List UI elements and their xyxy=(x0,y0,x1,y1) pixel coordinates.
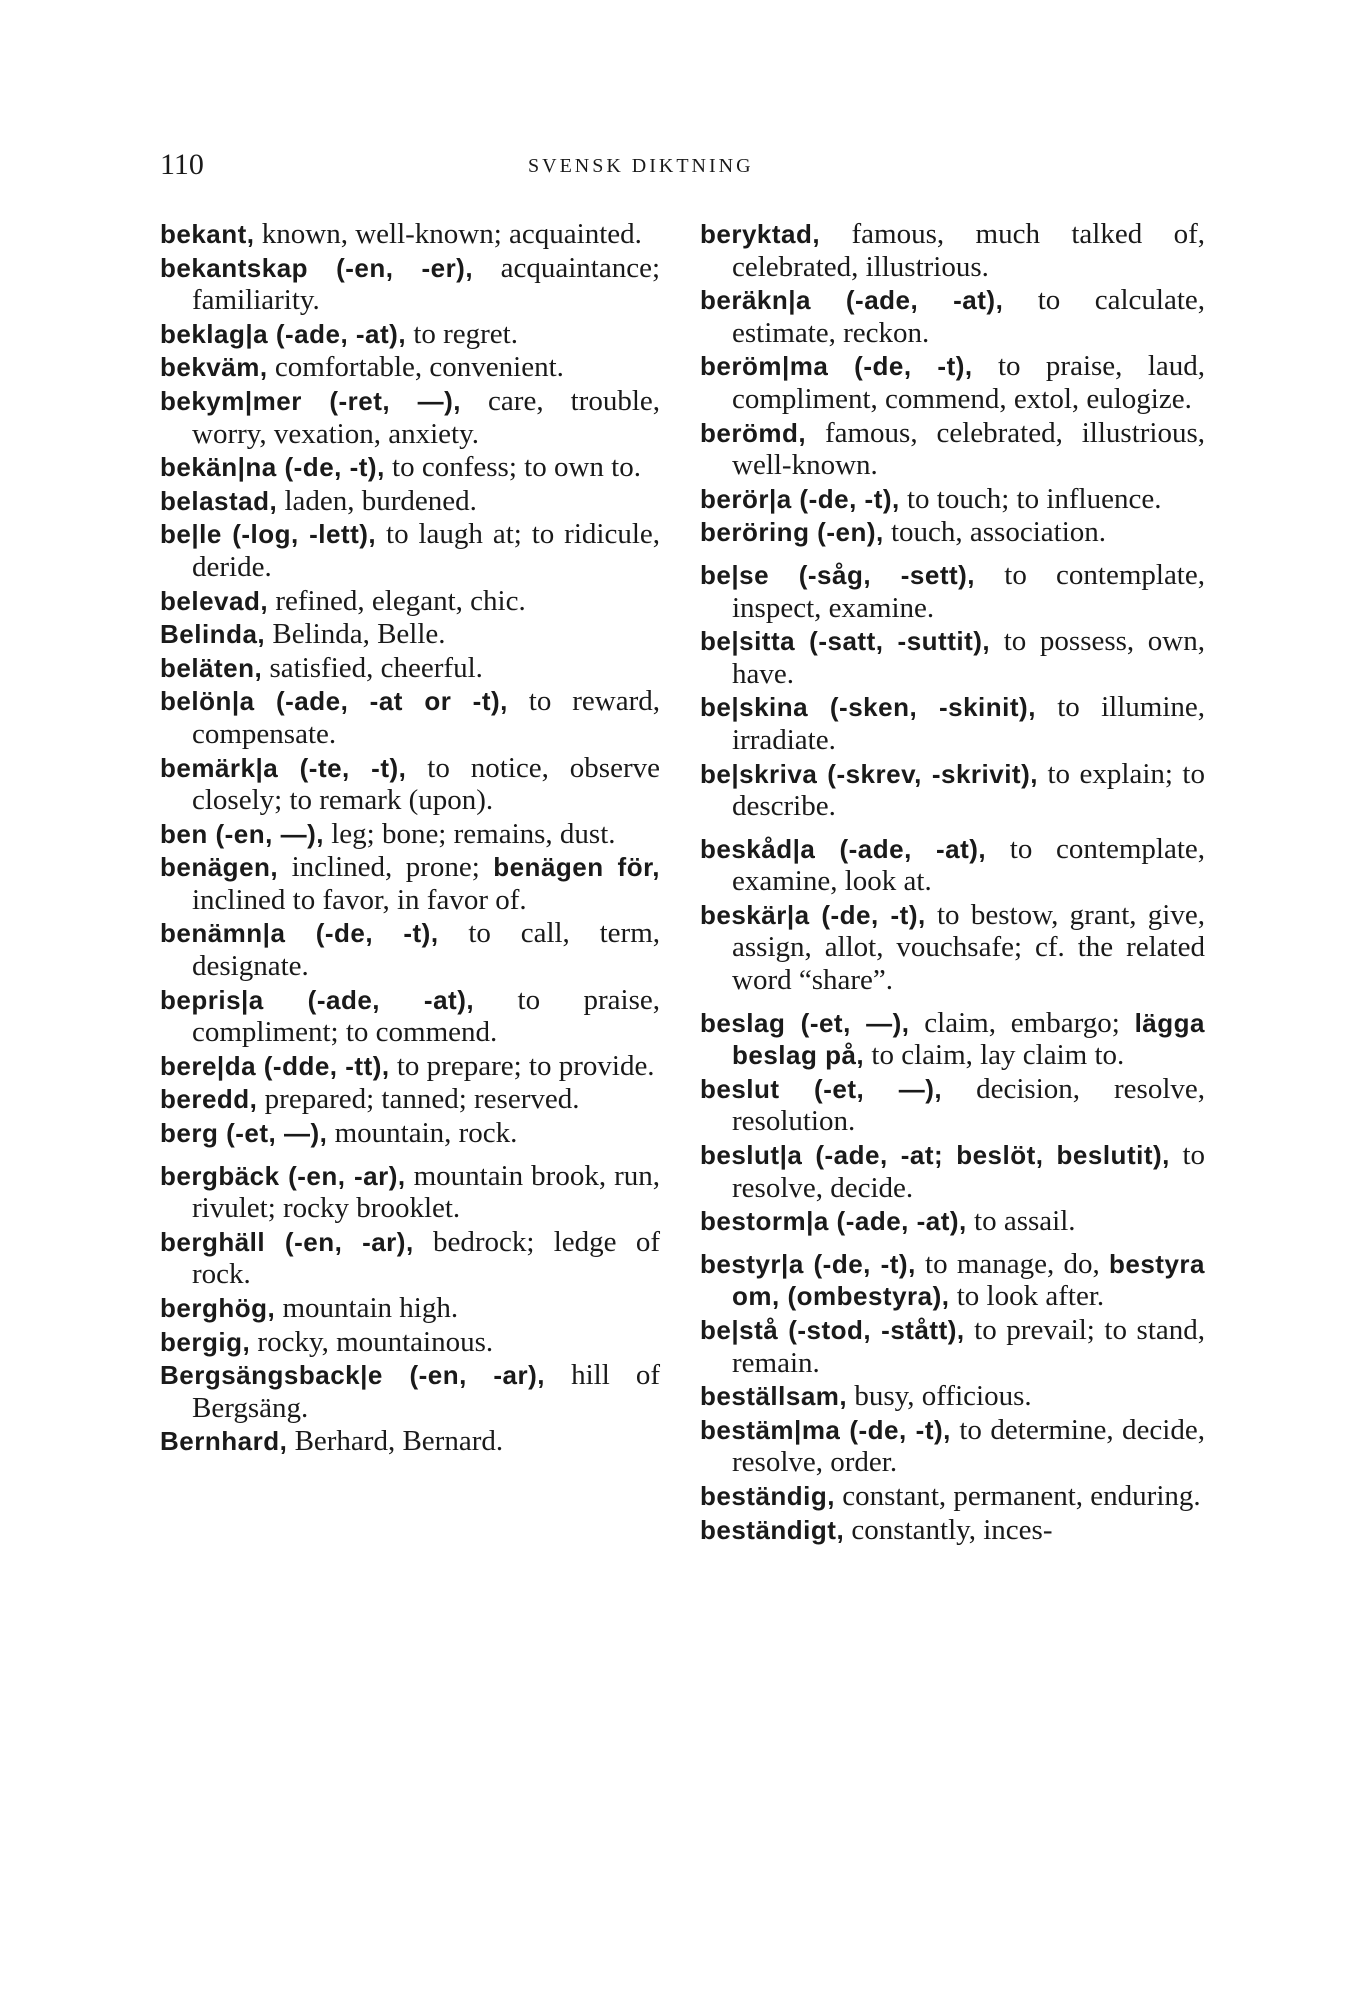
dictionary-entry xyxy=(700,1514,1205,1547)
headword: be|se xyxy=(700,559,770,590)
dictionary-entry xyxy=(700,559,1205,624)
running-title: SVENSK DIKTNING xyxy=(528,155,754,177)
dictionary-entry xyxy=(700,899,1205,997)
dictionary-entry xyxy=(160,1226,660,1291)
headword: bekväm, xyxy=(160,352,268,383)
definition: to resolve, decide. xyxy=(732,1139,1205,1204)
definition: claim, embargo; xyxy=(909,1006,1135,1039)
definition: famous, celebrated, illustrious, well-known. xyxy=(732,416,1205,482)
headword: bere|da xyxy=(160,1050,257,1081)
dictionary-entry xyxy=(160,1117,660,1150)
headword: berör|a xyxy=(700,483,792,514)
dictionary-entry xyxy=(700,758,1205,823)
definition: leg; bone; remains, dust. xyxy=(323,817,616,850)
headword: berg xyxy=(160,1118,219,1149)
definition: mountain, rock. xyxy=(327,1117,518,1150)
definition: to touch; to influence. xyxy=(899,482,1162,515)
grammar-forms: (-de, -t), xyxy=(803,1248,916,1279)
grammar-forms: (-log, -lett), xyxy=(221,519,377,550)
dictionary-entry xyxy=(700,1380,1205,1413)
grammar-forms: (-skrev, -skrivit), xyxy=(817,758,1038,789)
headword: Bernhard, xyxy=(160,1426,288,1457)
dictionary-entry xyxy=(700,625,1205,690)
dictionary-entry xyxy=(160,818,660,851)
grammar-forms: (-sken, -skinit), xyxy=(808,692,1036,723)
definition: satisfied, cheerful. xyxy=(262,651,483,684)
dictionary-entry xyxy=(160,1292,660,1325)
headword: bestäm|ma xyxy=(700,1414,841,1445)
headword: bekant, xyxy=(160,219,255,249)
grammar-forms: (-ade, -at), xyxy=(263,984,475,1015)
dictionary-entry xyxy=(160,252,660,317)
dictionary-entry xyxy=(160,451,660,484)
grammar-forms: (-te, -t), xyxy=(278,752,407,783)
dictionary-entry xyxy=(160,851,660,916)
grammar-forms: (-ade, -at), xyxy=(828,1206,967,1237)
definition: inclined, prone; xyxy=(278,851,494,884)
definition: prepared; tanned; reserved. xyxy=(257,1083,580,1116)
grammar-forms: (-ade, -at), xyxy=(815,833,987,864)
definition: to explain; to describe. xyxy=(732,757,1205,823)
headword: beröm|ma xyxy=(700,351,829,382)
definition: comfortable, convenient. xyxy=(267,351,564,384)
dictionary-entry xyxy=(700,1139,1205,1204)
dictionary-entry xyxy=(160,351,660,384)
definition: to notice, observe closely; to remark (upon). xyxy=(192,751,660,817)
definition: to calculate, estimate, reckon. xyxy=(732,284,1206,349)
definition: to determine, decide, resolve, order. xyxy=(732,1413,1205,1479)
grammar-forms: (-stod, -stått), xyxy=(778,1315,965,1345)
grammar-forms: (-ade, -at or -t), xyxy=(254,686,508,717)
headword: beläten, xyxy=(160,652,263,683)
definition: to contemplate, inspect, examine. xyxy=(732,558,1205,624)
headword: beröring xyxy=(700,517,810,548)
grammar-forms: (-ade, -at; beslöt, beslutit), xyxy=(802,1140,1170,1171)
definition: to bestow, grant, give, assign, allot, vouchsafe; cf. the related word “share”. xyxy=(732,898,1205,997)
definition: to prevail; to stand, remain. xyxy=(732,1314,1205,1379)
dictionary-entry xyxy=(700,218,1205,283)
headword: belastad, xyxy=(160,485,278,516)
dictionary-entry xyxy=(160,318,660,351)
headword: be|skriva xyxy=(700,758,818,789)
definition: refined, elegant, chic. xyxy=(268,584,526,617)
headword: berömd, xyxy=(700,417,807,448)
headword: bekym|mer xyxy=(160,385,302,416)
headword: bekän|na xyxy=(160,452,277,483)
definition: to contemplate, examine, look at. xyxy=(732,832,1205,898)
grammar-forms: (-en, -er), xyxy=(308,252,474,283)
headword: be|stå xyxy=(700,1315,779,1345)
grammar-forms: (-en, -ar), xyxy=(279,1160,406,1191)
grammar-forms: (-de, -t), xyxy=(791,483,900,514)
headword: beslag xyxy=(700,1007,786,1038)
grammar-forms: (-de, -t), xyxy=(276,452,385,483)
headword: belevad, xyxy=(160,585,269,616)
dictionary-entry xyxy=(700,691,1205,756)
dictionary-entry xyxy=(160,1050,660,1083)
dictionary-entry xyxy=(700,417,1205,482)
headword: beskär|a xyxy=(700,899,810,930)
headword: ben xyxy=(160,818,208,849)
right-column xyxy=(700,218,1205,1547)
headword: benägen, xyxy=(160,852,279,883)
definition: decision, resolve, resolution. xyxy=(732,1072,1205,1138)
definition: touch, association. xyxy=(883,516,1107,549)
definition: bedrock; ledge of rock. xyxy=(192,1225,660,1291)
grammar-forms: (-en, —), xyxy=(207,818,324,849)
definition: to claim, lay claim to. xyxy=(864,1039,1125,1072)
headword: be|sitta xyxy=(700,626,796,657)
dictionary-entry xyxy=(700,833,1205,898)
definition: to confess; to own to. xyxy=(384,451,641,484)
dictionary-entry xyxy=(160,685,660,750)
definition: acquaintance; familiarity. xyxy=(192,251,660,317)
headword: beryktad, xyxy=(700,219,821,249)
dictionary-entry xyxy=(700,1073,1205,1138)
headword: bestyr|a xyxy=(700,1248,804,1279)
dictionary-entry xyxy=(160,1083,660,1116)
dictionary-entry xyxy=(160,917,660,982)
dictionary-entry xyxy=(160,652,660,685)
definition: to look after. xyxy=(949,1280,1105,1313)
headword: bepris|a xyxy=(160,984,264,1015)
dictionary-entry xyxy=(160,618,660,651)
grammar-forms: (-ade, -at), xyxy=(268,318,407,349)
headword: berghög, xyxy=(160,1293,276,1323)
grammar-forms: (-såg, -sett), xyxy=(769,559,976,590)
grammar-forms: (-de, -t), xyxy=(828,351,973,382)
grammar-forms: (-et, —), xyxy=(785,1007,910,1038)
definition: mountain high. xyxy=(275,1292,459,1324)
sub-headword: bestyra om, (ombestyra), xyxy=(732,1248,1205,1312)
definition: constant, permanent, enduring. xyxy=(835,1479,1201,1512)
headword: bergbäck xyxy=(160,1160,280,1191)
dictionary-entry xyxy=(160,752,660,817)
headword: be|skina xyxy=(700,692,809,723)
headword: bestorm|a xyxy=(700,1206,829,1237)
definition: busy, officious. xyxy=(847,1380,1032,1413)
headword: belön|a xyxy=(160,686,255,717)
headword: beställsam, xyxy=(700,1381,848,1412)
dictionary-entry xyxy=(160,1160,660,1225)
definition: to regret. xyxy=(406,317,518,350)
dictionary-entry xyxy=(700,1248,1205,1313)
dictionary-entry xyxy=(700,1480,1205,1513)
definition: Belinda, Belle. xyxy=(265,618,446,651)
headword: beslut|a xyxy=(700,1140,803,1171)
grammar-forms: (-et, —), xyxy=(218,1118,328,1149)
headword: bergig, xyxy=(160,1326,251,1357)
headword: beständig, xyxy=(700,1480,836,1511)
headword: beslut xyxy=(700,1073,780,1104)
grammar-forms: (-ade, -at), xyxy=(811,285,1004,316)
dictionary-entry xyxy=(160,1326,660,1359)
dictionary-entry xyxy=(700,1007,1205,1072)
headword: beräkn|a xyxy=(700,285,811,316)
definition: to laugh at; to ridicule, deride. xyxy=(192,518,661,583)
headword: benämn|a xyxy=(160,918,286,949)
headword: bekantskap xyxy=(160,252,309,283)
definition: hill of Bergsäng. xyxy=(192,1359,660,1424)
definition: to reward, compensate. xyxy=(192,685,660,750)
definition: inclined to favor, in favor of. xyxy=(192,883,527,916)
left-column xyxy=(160,218,660,1459)
dictionary-entry xyxy=(700,483,1205,516)
page-number: 110 xyxy=(160,148,204,181)
sub-headword: benägen för, xyxy=(493,852,660,883)
headword: beskåd|a xyxy=(700,833,816,864)
definition: constantly, inces- xyxy=(844,1513,1053,1546)
grammar-forms: (-en, -ar), xyxy=(265,1226,414,1257)
definition: known, well-known; acquainted. xyxy=(254,218,642,250)
grammar-forms: (-en), xyxy=(809,517,884,548)
dictionary-entry xyxy=(700,1414,1205,1479)
grammar-forms: (-en, -ar), xyxy=(382,1360,545,1391)
dictionary-entry xyxy=(700,284,1205,349)
dictionary-entry xyxy=(160,518,660,583)
headword: bemärk|a xyxy=(160,752,279,783)
headword: beklag|a xyxy=(160,318,269,349)
grammar-forms: (-satt, -suttit), xyxy=(795,626,991,657)
definition: to praise, compliment; to commend. xyxy=(192,983,660,1049)
grammar-forms: (-de, -t), xyxy=(285,918,439,949)
sub-headword: lägga beslag på, xyxy=(732,1007,1205,1071)
definition: laden, burdened. xyxy=(277,484,477,517)
headword: be|le xyxy=(160,519,222,550)
dictionary-entry xyxy=(700,1314,1205,1379)
grammar-forms: (-ret, —), xyxy=(301,385,462,416)
dictionary-entry xyxy=(700,1205,1205,1238)
grammar-forms: (-dde, -tt), xyxy=(256,1050,390,1081)
definition: to manage, do, xyxy=(915,1247,1109,1280)
definition: to call, term, designate. xyxy=(192,917,660,983)
dictionary-entry xyxy=(160,218,660,251)
dictionary-entry xyxy=(160,984,660,1049)
definition: Berhard, Bernard. xyxy=(287,1425,504,1458)
headword: berghäll xyxy=(160,1226,266,1257)
definition: mountain brook, run, rivulet; rocky brooklet. xyxy=(192,1159,660,1225)
definition: rocky, mountainous. xyxy=(250,1325,494,1358)
headword: beredd, xyxy=(160,1084,258,1115)
dictionary-entry xyxy=(160,485,660,518)
grammar-forms: (-de, -t), xyxy=(809,899,926,930)
dictionary-entry xyxy=(160,1425,660,1458)
dictionary-entry xyxy=(700,516,1205,549)
definition: care, trouble, worry, vexation, anxiety. xyxy=(192,384,661,450)
definition: to illumine, irradiate. xyxy=(732,691,1205,756)
definition: famous, much talked of, celebrated, illustrious. xyxy=(732,218,1205,283)
definition: to praise, laud, compliment, commend, extol, eulogize. xyxy=(732,350,1205,415)
dictionary-entry xyxy=(700,350,1205,415)
definition: to assail. xyxy=(966,1205,1076,1238)
grammar-forms: (-de, -t), xyxy=(840,1414,951,1445)
headword: Belinda, xyxy=(160,619,266,650)
dictionary-entry xyxy=(160,385,660,450)
definition: to prepare; to provide. xyxy=(389,1049,655,1082)
grammar-forms: (-et, —), xyxy=(779,1073,943,1104)
definition: to possess, own, have. xyxy=(732,625,1205,690)
headword: beständigt, xyxy=(700,1514,845,1545)
dictionary-entry xyxy=(160,1359,660,1424)
headword: Bergsängsback|e xyxy=(160,1360,383,1391)
dictionary-entry xyxy=(160,585,660,618)
